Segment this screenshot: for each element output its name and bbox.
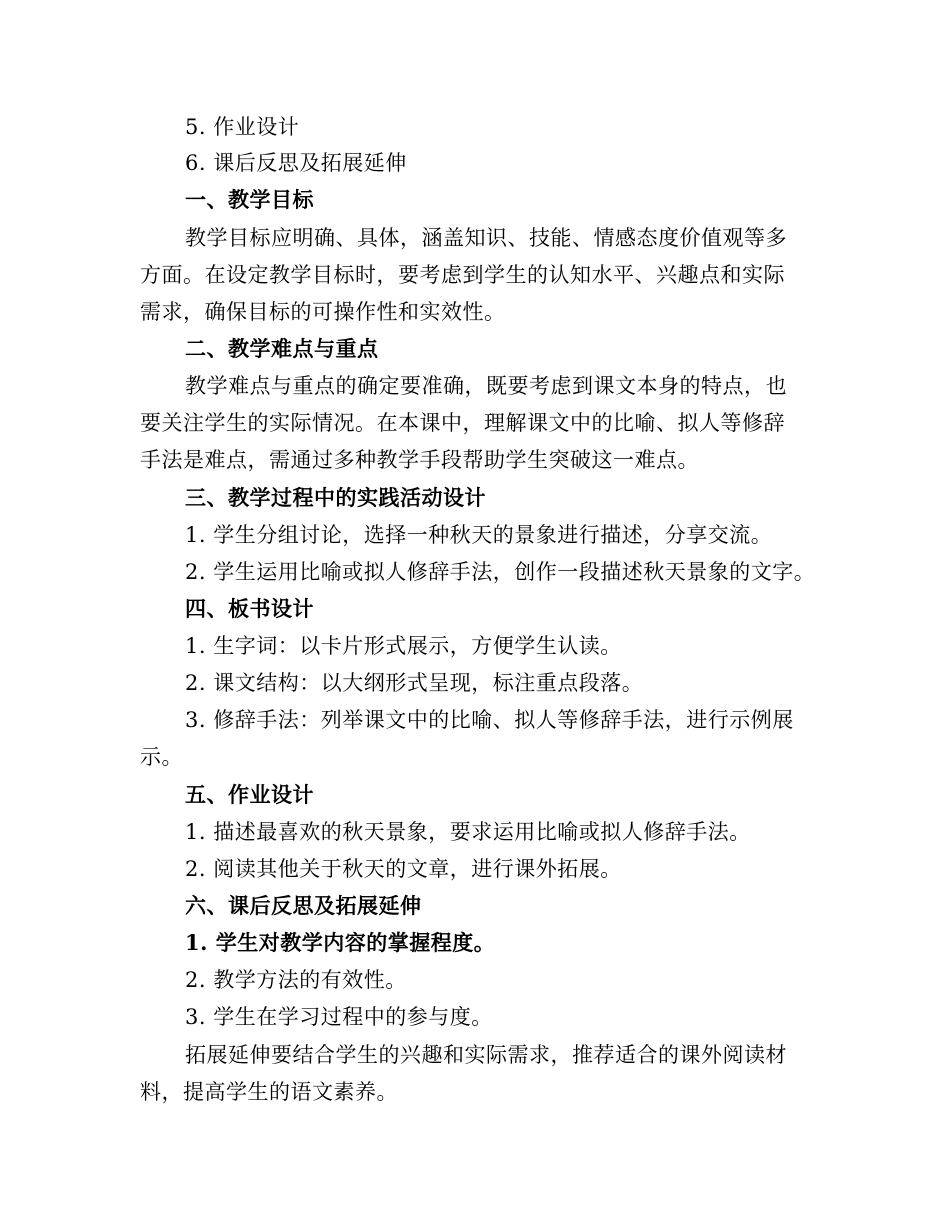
- text-line: 要关注学生的实际情况。在本课中，理解课文中的比喻、拟人等修辞: [140, 411, 785, 435]
- text-line: 6. 课后反思及拓展延伸: [185, 151, 407, 175]
- text-line: 教学目标应明确、具体，涵盖知识、技能、情感态度价值观等多: [185, 226, 787, 250]
- text-line: 方面。在设定教学目标时，要考虑到学生的认知水平、兴趣点和实际: [140, 263, 785, 287]
- text-line: 2. 学生运用比喻或拟人修辞手法，创作一段描述秋天景象的文字。: [185, 560, 816, 584]
- text-line: 1. 生字词：以卡片形式展示，方便学生认读。: [185, 634, 622, 658]
- section-heading: 四、板书设计: [185, 596, 314, 621]
- section-heading: 一、教学目标: [185, 187, 314, 212]
- text-line: 2. 教学方法的有效性。: [185, 968, 407, 992]
- text-line: 料，提高学生的语文素养。: [140, 1080, 398, 1104]
- text-line: 1. 描述最喜欢的秋天景象，要求运用比喻或拟人修辞手法。: [185, 820, 751, 844]
- text-line: 教学难点与重点的确定要准确，既要考虑到课文本身的特点，也: [185, 374, 787, 398]
- text-line: 1. 学生分组讨论，选择一种秋天的景象进行描述，分享交流。: [185, 523, 773, 547]
- section-heading: 三、教学过程中的实践活动设计: [185, 485, 486, 510]
- text-line: 示。: [140, 745, 183, 769]
- section-heading: 五、作业设计: [185, 782, 314, 807]
- section-heading: 六、课后反思及拓展延伸: [185, 893, 422, 918]
- text-line: 3. 修辞手法：列举课文中的比喻、拟人等修辞手法，进行示例展: [185, 708, 794, 732]
- text-line: 2. 课文结构：以大纲形式呈现，标注重点段落。: [185, 671, 644, 695]
- text-line: 3. 学生在学习过程中的参与度。: [185, 1005, 493, 1029]
- text-line: 拓展延伸要结合学生的兴趣和实际需求，推荐适合的课外阅读材: [185, 1043, 787, 1067]
- section-heading: 二、教学难点与重点: [185, 336, 379, 361]
- text-line: 手法是难点，需通过多种教学手段帮助学生突破这一难点。: [140, 448, 699, 472]
- section-heading: 1. 学生对教学内容的掌握程度。: [185, 930, 496, 955]
- text-line: 5. 作业设计: [185, 115, 300, 139]
- text-line: 需求，确保目标的可操作性和实效性。: [140, 300, 506, 324]
- text-line: 2. 阅读其他关于秋天的文章，进行课外拓展。: [185, 857, 622, 881]
